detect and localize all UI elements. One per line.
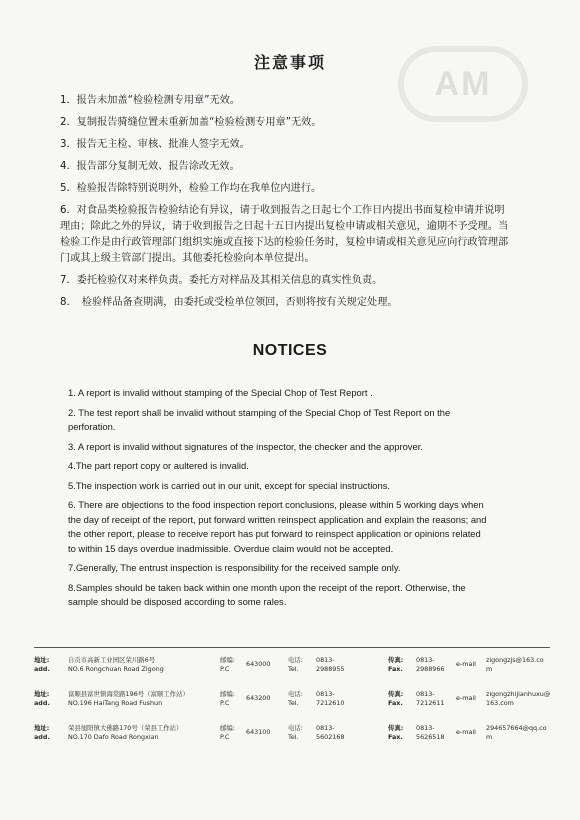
notice-item-cn: 2．复制报告骑缝位置未重新加盖“检验检测专用章”无效。	[60, 117, 322, 128]
fax-number: 5626518	[416, 733, 445, 741]
phone-label-cn: 电话:	[288, 724, 303, 732]
address-label-en: add.	[34, 733, 50, 741]
contact-row	[34, 690, 554, 724]
fax-label-en: Fax.	[388, 665, 403, 673]
email-line: 163.com	[486, 699, 514, 707]
address-en: NO.170 Dafo Road Rongxian	[68, 733, 159, 741]
fax-prefix: 0813-	[416, 690, 435, 698]
fax	[416, 724, 444, 742]
contact-row	[34, 724, 554, 758]
fax-label-en: Fax.	[388, 733, 403, 741]
address-cn: 自贡市高新工业园区荣川路6号	[68, 656, 156, 664]
fax-prefix: 0813-	[416, 724, 435, 732]
postcode-label-en: P.C	[220, 665, 230, 673]
notice-title-cn: 注意事项	[253, 53, 326, 72]
fax-label-en: Fax.	[388, 699, 403, 707]
phone-number: 2988955	[316, 665, 345, 673]
fax	[416, 690, 444, 708]
notice-item-cn: 5．检验报告除特别说明外，检验工作均在我单位内进行。	[60, 183, 322, 194]
notice-item-en: 3. A report is invalid without signatures of the inspector, the checker and the approver.	[68, 440, 423, 452]
address-en: NO.6 Rongchuan Road Zigong	[68, 665, 164, 673]
notice-item-cn: 7．委托检验仅对来样负责。委托方对样品及其相关信息的真实性负责。	[60, 275, 383, 286]
phone-prefix: 0813-	[316, 724, 335, 732]
postcode-label	[220, 724, 242, 742]
notice-item-cn: 1．报告未加盖“检验检测专用章”无效。	[60, 95, 241, 106]
address-cn: 荣县旭阳镇大佛路170号（荣县工作站）	[68, 724, 183, 732]
address	[68, 690, 198, 708]
fax-label-cn: 传真:	[388, 690, 404, 698]
email-line: m	[486, 733, 493, 741]
postcode-label-en: P.C	[220, 733, 230, 741]
phone-label-en: Tel.	[288, 665, 299, 673]
email-line: zigongzhijianhuxu@	[486, 690, 551, 698]
fax-number: 2988966	[416, 665, 445, 673]
address-label	[34, 656, 60, 674]
email-line: zigongzjs@163.co	[486, 656, 544, 664]
address-en: NO.196 HaiTang Road Fushun	[68, 699, 163, 707]
phone-label	[288, 690, 310, 708]
phone-prefix: 0813-	[316, 656, 335, 664]
phone	[316, 656, 344, 674]
fax-label	[388, 724, 410, 742]
postcode-label	[220, 656, 242, 674]
email-line: 294657664@qq.co	[486, 724, 547, 732]
postcode-label-en: P.C	[220, 699, 230, 707]
postcode-label-cn: 邮编:	[220, 656, 235, 664]
postcode-label-cn: 邮编:	[220, 724, 235, 732]
phone-prefix: 0813-	[316, 690, 335, 698]
notice-item-cn: 3．报告无主检、审核、批准人签字无效。	[60, 139, 250, 150]
email-label: e-mail	[456, 728, 476, 736]
address-label-en: add.	[34, 665, 50, 673]
watermark-logo-mark: AM	[434, 64, 492, 103]
notice-item-cn: 8． 检验样品备查期满，由委托或受检单位领回，否则将按有关规定处理。	[60, 297, 398, 308]
postcode: 643000	[246, 660, 271, 668]
phone-number: 5602168	[316, 733, 345, 741]
notice-title-en: NOTICES	[252, 342, 328, 359]
notice-item-cn: 6．对食品类检验报告检验结论有异议，请于收到报告之日起七个工作日内提出书面复检申请并说明理由；除此之外的异议，请于收到报告之日起十五日内提出复检申请或相关意见，逾期不予受理。当检验工作是由行政管理部门组织实施或直接下达的检验任务时，复检申请或相关意见应向行政管理部门或其上级主管部门提出。其他委托检验向本单位提出。	[60, 205, 509, 264]
notice-list-en	[68, 386, 488, 615]
postcode-label-cn: 邮编:	[220, 690, 235, 698]
email-label: e-mail	[456, 660, 476, 668]
email-line: m	[486, 665, 493, 673]
address-label	[34, 724, 60, 742]
address-cn: 富顺县富世镇海棠路196号（富顺工作站）	[68, 690, 189, 698]
fax-prefix: 0813-	[416, 656, 435, 664]
phone-label	[288, 656, 310, 674]
fax	[416, 656, 444, 674]
notice-item-en: 4.The part report copy or aultered is invalid.	[68, 460, 249, 471]
fax-label	[388, 656, 410, 674]
notice-item-en: 6. There are objections to the food inspection report conclusions, please within 5 working days when the day of receipt of the report, put forward written reinspect application and explain the reasons; and the other report, please to receive report has put forward to reinspect application or opinions related to within 15 days overdue inadmissible. Overdue claim would not be accepted.	[68, 499, 487, 554]
phone-label-en: Tel.	[288, 699, 299, 707]
notice-item-en: 2. The test report shall be invalid without stamping of the Special Chop of Test Report on the perforation.	[68, 406, 451, 432]
address	[68, 724, 198, 742]
phone-label-cn: 电话:	[288, 656, 303, 664]
fax-number: 7212611	[416, 699, 445, 707]
phone	[316, 690, 344, 708]
postcode-label	[220, 690, 242, 708]
fax-label-cn: 传真:	[388, 656, 404, 664]
notice-item-en: 7.Generally, The entrust inspection is responsibility for the received sample only.	[68, 562, 401, 573]
phone-number: 7212610	[316, 699, 345, 707]
phone-label-en: Tel.	[288, 733, 299, 741]
address	[68, 656, 198, 674]
email	[486, 690, 556, 708]
notice-item-en: 1. A report is invalid without stamping of the Special Chop of Test Report .	[68, 387, 373, 398]
contact-footer	[34, 656, 554, 758]
address-label-en: add.	[34, 699, 50, 707]
notice-item-en: 8.Samples should be taken back within one month upon the receipt of the report. Otherwise, the sample should be disposed according to some rales.	[68, 581, 466, 607]
phone	[316, 724, 344, 742]
notice-item-en: 5.The inspection work is carried out in our unit, except for special instructions.	[68, 479, 391, 491]
fax-label	[388, 690, 410, 708]
postcode: 643200	[246, 694, 271, 702]
address-label	[34, 690, 60, 708]
fax-label-cn: 传真:	[388, 724, 404, 732]
footer-divider	[34, 647, 550, 648]
notice-item-cn: 4．报告部分复制无效、报告涂改无效。	[60, 161, 240, 172]
phone-label-cn: 电话:	[288, 690, 303, 698]
email-label: e-mail	[456, 694, 476, 702]
email	[486, 724, 556, 742]
address-label-cn: 地址:	[34, 724, 50, 732]
address-label-cn: 地址:	[34, 656, 50, 664]
phone-label	[288, 724, 310, 742]
notice-list-cn	[60, 93, 510, 317]
postcode: 643100	[246, 728, 271, 736]
email	[486, 656, 556, 674]
address-label-cn: 地址:	[34, 690, 50, 698]
contact-row	[34, 656, 554, 690]
